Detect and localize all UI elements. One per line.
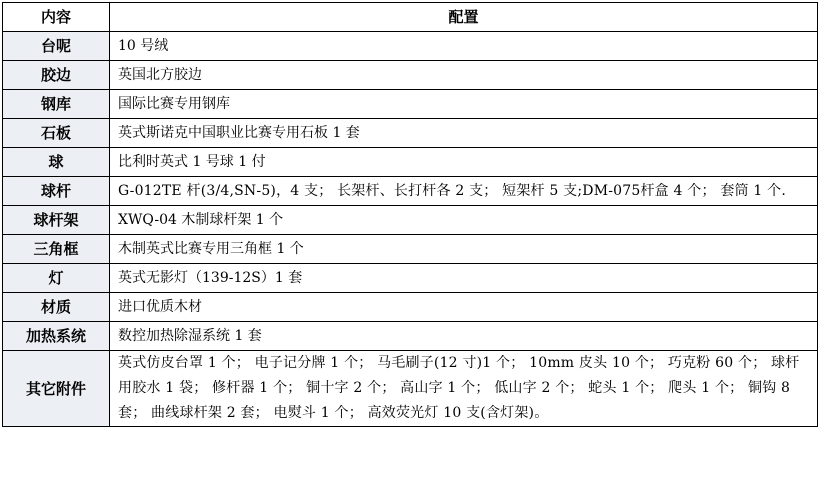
row-value: 英式无影灯（139-12S）1 套 <box>110 264 818 293</box>
table-row <box>3 235 818 264</box>
row-label: 钢库 <box>3 90 110 119</box>
row-label: 胶边 <box>3 61 110 90</box>
row-value: 国际比赛专用钢库 <box>110 90 818 119</box>
row-value: 进口优质木材 <box>110 293 818 322</box>
row-value: 比利时英式 1 号球 1 付 <box>110 148 818 177</box>
table-row <box>3 119 818 148</box>
row-label: 球 <box>3 148 110 177</box>
header-configuration: 配置 <box>110 3 818 32</box>
row-value: 数控加热除湿系统 1 套 <box>110 322 818 351</box>
configuration-table <box>2 2 818 427</box>
table-row <box>3 351 818 427</box>
row-value: 英式斯诺克中国职业比赛专用石板 1 套 <box>110 119 818 148</box>
row-label: 其它附件 <box>3 351 110 427</box>
row-value: G-012TE 杆(3/4,SN-5)，4 支； 长架杆、长打杆各 2 支； 短架杆 5 支;DM-075杆盒 4 个； 套筒 1 个. <box>110 177 818 206</box>
row-label: 灯 <box>3 264 110 293</box>
row-label: 材质 <box>3 293 110 322</box>
row-value: 木制英式比赛专用三角框 1 个 <box>110 235 818 264</box>
row-label: 三角框 <box>3 235 110 264</box>
header-content: 内容 <box>3 3 110 32</box>
table-row <box>3 90 818 119</box>
table-row <box>3 322 818 351</box>
table-header-row <box>3 3 818 32</box>
row-value: 英式仿皮台罩 1 个； 电子记分牌 1 个； 马毛刷子(12 寸)1 个； 10mm 皮头 10 个； 巧克粉 60 个； 球杆用胶水 1 袋； 修杆器 1 个； 铜十字 2 个； 高山字 1 个； 低山字 2 个； 蛇头 1 个； 爬头 1 个； 铜钩 8 套； 曲线球杆架 2 套； 电熨斗 1 个； 高效荧光灯 10 支(含灯架)。 <box>110 351 818 427</box>
table-row <box>3 32 818 61</box>
row-value: 英国北方胶边 <box>110 61 818 90</box>
row-value: XWQ-04 木制球杆架 1 个 <box>110 206 818 235</box>
row-label: 石板 <box>3 119 110 148</box>
table-row <box>3 293 818 322</box>
row-label: 台呢 <box>3 32 110 61</box>
table-row <box>3 177 818 206</box>
table-row <box>3 264 818 293</box>
row-value: 10 号绒 <box>110 32 818 61</box>
table-row <box>3 206 818 235</box>
row-label: 球杆架 <box>3 206 110 235</box>
row-label: 球杆 <box>3 177 110 206</box>
row-label: 加热系统 <box>3 322 110 351</box>
table-row <box>3 148 818 177</box>
table-row <box>3 61 818 90</box>
